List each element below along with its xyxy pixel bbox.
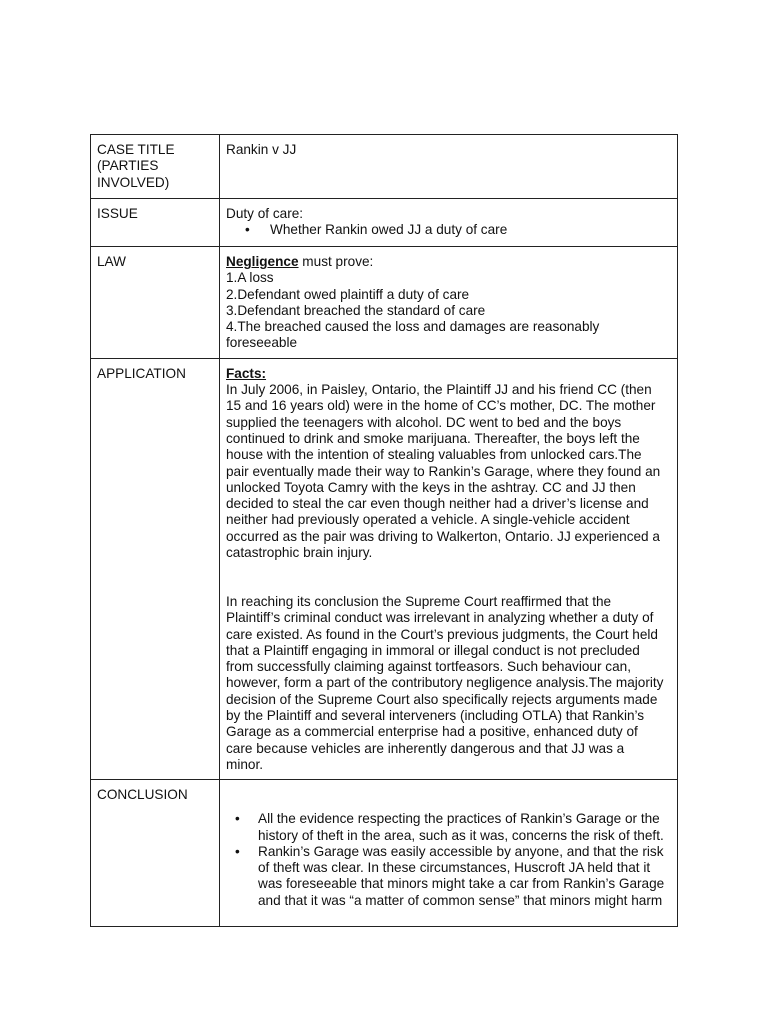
label-line: (PARTIES: [97, 158, 159, 174]
law-item: foreseeable: [226, 335, 298, 351]
facts-line: neither had previously operated a vehicle. A single-vehicle accident: [226, 512, 630, 528]
court-line: Plaintiff’s criminal conduct was irrelevant in analyzing whether a duty of: [226, 610, 654, 626]
conclusion-line: of theft was clear. In these circumstances, Huscroft JA held that it: [258, 860, 651, 876]
application-label: APPLICATION: [91, 358, 220, 779]
conclusion-row: [91, 780, 678, 927]
paragraph-spacer: [226, 561, 671, 577]
conclusion-line: • All the evidence respecting the practices of Rankin’s Garage or the: [258, 811, 660, 827]
conclusion-line: history of theft in the area, such as it was, concerns the risk of theft.: [258, 827, 664, 843]
court-line: minor.: [226, 756, 264, 772]
conclusion-bullet: [258, 811, 671, 844]
facts-line: house with the intention of stealing valuables from unlocked cars.The: [226, 447, 642, 463]
facts-heading: Facts:: [226, 365, 267, 381]
conclusion-value: [220, 780, 678, 927]
facts-line: In July 2006, in Paisley, Ontario, the Plaintiff JJ and his friend CC (then: [226, 382, 652, 398]
conclusion-label: CONCLUSION: [91, 780, 220, 927]
application-row: [91, 358, 678, 779]
facts-line: 15 and 16 years old) were in the home of CC’s mother, DC. The mother: [226, 398, 656, 414]
law-heading-rest: must prove:: [298, 254, 374, 269]
law-row: [91, 247, 678, 359]
facts-line: supplied the teenagers with alcohol. DC went to bed and the boys: [226, 414, 622, 430]
court-line: Garage as a commercial enterprise had a positive, enhanced duty of: [226, 724, 638, 740]
label-line: CASE TITLE: [97, 142, 175, 157]
court-line: however, form a part of the contributory negligence analysis.The majority: [226, 675, 664, 691]
facts-line: pair eventually made their way to Rankin’s Garage, where they found an: [226, 463, 661, 479]
law-heading: [226, 254, 671, 270]
issue-label: ISSUE: [91, 199, 220, 247]
law-item: 2.Defendant owed plaintiff a duty of care: [226, 286, 470, 302]
law-item: 1.A loss: [226, 270, 274, 286]
facts-line: occurred as the pair was driving to Walkerton, Ontario. JJ experienced a: [226, 528, 660, 544]
negligence-term: Negligence: [226, 254, 299, 269]
facts-line: catastrophic brain injury.: [226, 545, 373, 561]
conclusion-bullet-list: [226, 811, 671, 909]
case-title-row: [91, 135, 678, 199]
issue-value: [220, 199, 678, 247]
facts-line: unlocked Toyota Camry with the keys in the ashtray. CC and JJ then: [226, 479, 636, 495]
court-line: by the Plaintiff and several interveners (including OTLA) that Rankin’s: [226, 708, 645, 724]
conclusion-bullet: [258, 844, 671, 909]
court-line: decision of the Supreme Court also specifically rejects arguments made: [226, 691, 658, 707]
law-item: 4.The breached caused the loss and damages are reasonably: [226, 319, 600, 335]
issue-heading: Duty of care:: [226, 206, 304, 221]
issue-row: [91, 199, 678, 247]
facts-line: continued to drink and smoke marijuana. Thereafter, the boys left the: [226, 430, 640, 446]
court-line: care because vehicles are inherently dangerous and that JJ was a: [226, 740, 625, 756]
paragraph-spacer: [226, 578, 671, 594]
case-brief-table: [90, 134, 678, 927]
conclusion-line: and that it was “a matter of common sense” that minors might harm: [258, 892, 663, 908]
law-item: 3.Defendant breached the standard of care: [226, 302, 486, 318]
conclusion-line: • Rankin’s Garage was easily accessible by anyone, and that the risk: [258, 843, 664, 859]
case-title-label: [91, 135, 220, 199]
issue-bullet: • Whether Rankin owed JJ a duty of care: [270, 222, 671, 238]
facts-line: decided to steal the car even though neither had a driver’s license and: [226, 496, 649, 512]
conclusion-line: was foreseeable that minors might take a car from Rankin’s Garage: [258, 876, 665, 892]
court-line: from successfully claiming against tortfeasors. Such behaviour can,: [226, 659, 631, 675]
issue-bullet-list: [226, 222, 671, 238]
court-line: that a Plaintiff engaging in immoral or illegal conduct is not precluded: [226, 642, 640, 658]
law-label: LAW: [91, 247, 220, 359]
court-line: care existed. As found in the Court’s previous judgments, the Court held: [226, 626, 658, 642]
application-value: [220, 358, 678, 779]
label-line: INVOLVED): [97, 174, 170, 190]
law-value: [220, 247, 678, 359]
court-line: In reaching its conclusion the Supreme Court reaffirmed that the: [226, 593, 612, 609]
case-title-value: Rankin v JJ: [220, 135, 678, 199]
